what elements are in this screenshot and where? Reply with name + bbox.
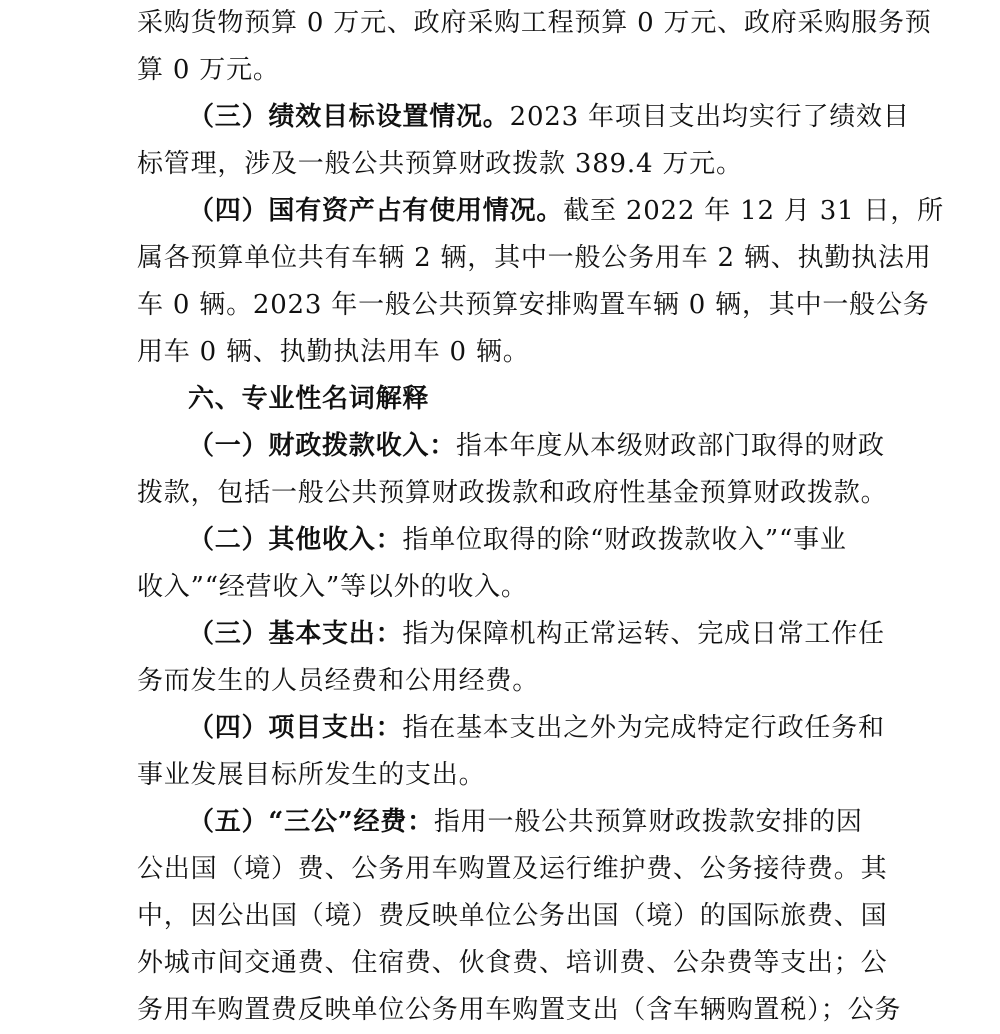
- three-public-expenses-line-4-content: 外城市间交通费、住宿费、伙食费、培训费、公杂费等支出；公: [137, 948, 888, 978]
- section-six-title-text: 六、专业性名词解释: [188, 384, 430, 414]
- project-expenditure-term: （四）项目支出：: [188, 713, 403, 743]
- fiscal-allocation-text: 指本年度从本级财政部门取得的财政: [456, 431, 885, 461]
- text-line-1: [137, 0, 932, 47]
- state-assets-line-4: [137, 329, 877, 376]
- text-line-2-content: 算 0 万元。: [137, 55, 280, 85]
- three-public-expenses-definition: [188, 799, 878, 846]
- project-expenditure-line-2-content: 事业发展目标所发生的支出。: [137, 760, 486, 790]
- performance-target-paragraph-start: [188, 94, 910, 141]
- section-six-title: [188, 376, 878, 423]
- three-public-expenses-line-4: [137, 940, 888, 987]
- other-income-text: 指单位取得的除“财政拨款收入”“事业: [402, 525, 847, 555]
- basic-expenditure-line-2: [137, 658, 877, 705]
- performance-target-heading: （三）绩效目标设置情况。: [188, 102, 510, 132]
- performance-target-line-2-content: 标管理，涉及一般公共预算财政拨款 389.4 万元。: [137, 149, 743, 179]
- basic-expenditure-line-2-content: 务而发生的人员经费和公用经费。: [137, 666, 540, 696]
- state-assets-line-2: [137, 235, 932, 282]
- fiscal-allocation-line-2: [137, 470, 888, 517]
- other-income-line-2-content: 收入”“经营收入”等以外的收入。: [137, 572, 528, 602]
- fiscal-allocation-term: （一）财政拨款收入：: [188, 431, 457, 461]
- other-income-line-2: [137, 564, 877, 611]
- fiscal-allocation-line-2-content: 拨款，包括一般公共预算财政拨款和政府性基金预算财政拨款。: [137, 478, 888, 508]
- three-public-expenses-line-2: [137, 846, 888, 893]
- three-public-expenses-line-5: [137, 987, 902, 1034]
- state-assets-line-4-content: 用车 0 辆、执勤执法用车 0 辆。: [137, 337, 530, 367]
- text-line-1-content: 采购货物预算 0 万元、政府采购工程预算 0 万元、政府采购服务预: [137, 8, 932, 38]
- three-public-expenses-text: 指用一般公共预算财政拨款安排的因: [433, 807, 863, 837]
- three-public-expenses-line-5-content: 务用车购置费反映单位公务用车购置支出（含车辆购置税）；公务: [137, 995, 902, 1025]
- project-expenditure-definition: [188, 705, 885, 752]
- other-income-term: （二）其他收入：: [188, 525, 403, 555]
- state-assets-paragraph-start: [188, 188, 944, 235]
- three-public-expenses-line-3-content: 中，因公出国（境）费反映单位公务出国（境）的国际旅费、国: [137, 901, 888, 931]
- state-assets-line-2-content: 属各预算单位共有车辆 2 辆，其中一般公务用车 2 辆、执勤执法用: [137, 243, 932, 273]
- basic-expenditure-text: 指为保障机构正常运转、完成日常工作任: [402, 619, 885, 649]
- three-public-expenses-line-2-content: 公出国（境）费、公务用车购置及运行维护费、公务接待费。其: [137, 854, 888, 884]
- three-public-expenses-line-3: [137, 893, 888, 940]
- three-public-expenses-term: （五）“三公”经费：: [188, 807, 434, 837]
- state-assets-heading: （四）国有资产占有使用情况。: [188, 196, 564, 226]
- basic-expenditure-term: （三）基本支出：: [188, 619, 403, 649]
- other-income-definition: [188, 517, 878, 564]
- state-assets-line-3: [137, 282, 930, 329]
- basic-expenditure-definition: [188, 611, 885, 658]
- fiscal-allocation-definition: [188, 423, 885, 470]
- state-assets-text: 截至 2022 年 12 月 31 日，所: [563, 196, 944, 226]
- performance-target-text: 2023 年项目支出均实行了绩效目: [509, 102, 910, 132]
- performance-target-line-2: [137, 141, 877, 188]
- text-line-2: [137, 47, 877, 94]
- state-assets-line-3-content: 车 0 辆。2023 年一般公共预算安排购置车辆 0 辆，其中一般公务: [137, 290, 930, 320]
- project-expenditure-line-2: [137, 752, 877, 799]
- project-expenditure-text: 指在基本支出之外为完成特定行政任务和: [402, 713, 885, 743]
